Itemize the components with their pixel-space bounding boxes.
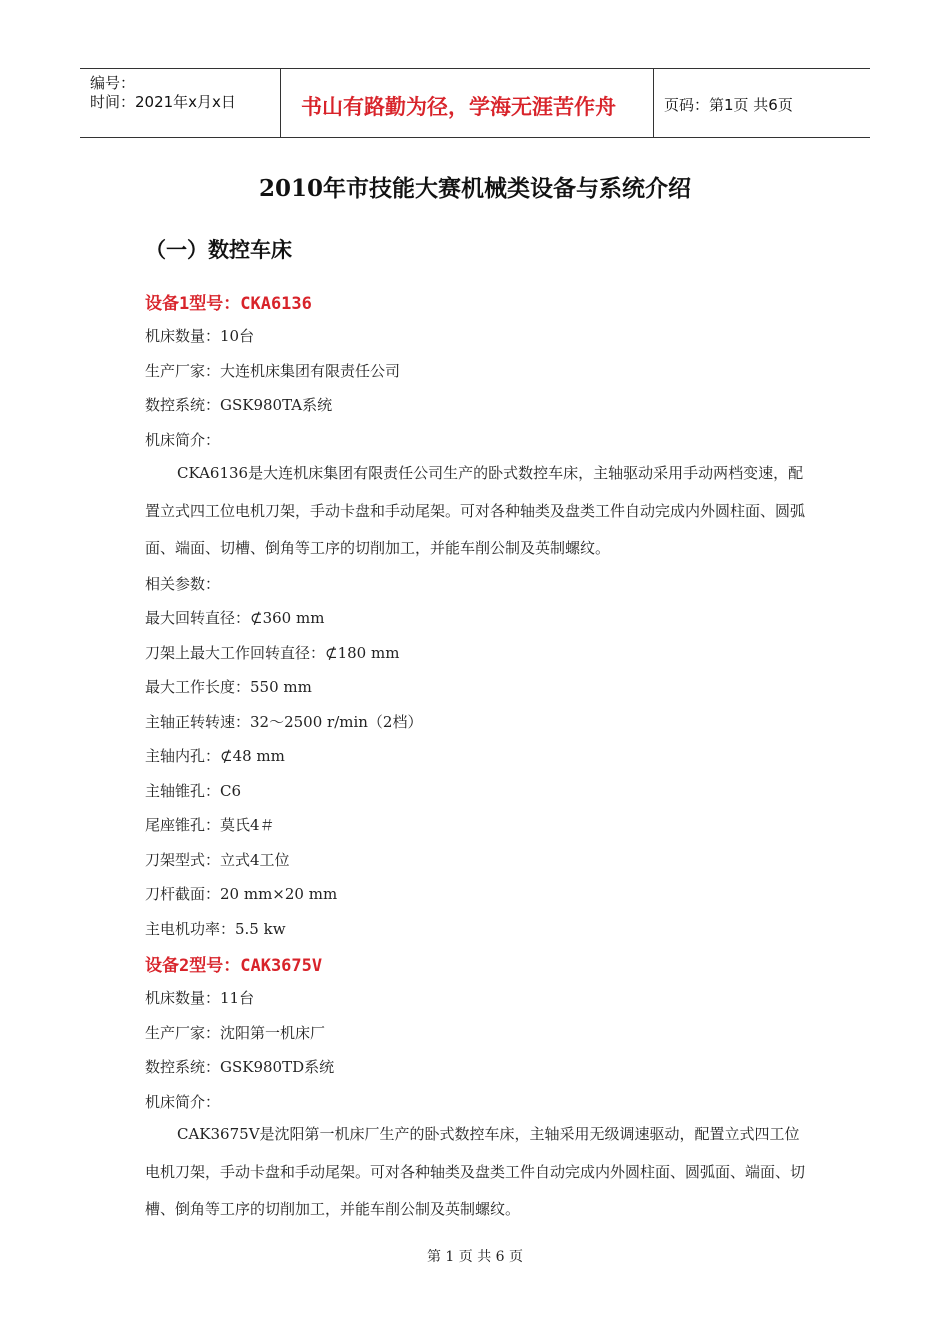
param-line: 主轴正转转速：32～2500 r/min（2档）: [145, 713, 423, 731]
header-info-cell: [80, 69, 281, 137]
device2-heading: 设备2型号：CAK3675V: [145, 956, 323, 976]
device2-intro-label: 机床简介：: [145, 1093, 221, 1111]
param-line: 主轴内孔：⊄48 mm: [145, 747, 285, 765]
time-label: 时间：2021年x月x日: [90, 93, 236, 111]
device1-intro-label: 机床简介：: [145, 431, 221, 449]
param-line: 刀架型式：立式4工位: [145, 851, 290, 869]
device1-maker: 生产厂家：大连机床集团有限责任公司: [145, 362, 401, 380]
device1-heading: 设备1型号：CKA6136: [145, 294, 312, 314]
document-title: 2010年市技能大赛机械类设备与系统介绍: [258, 175, 691, 202]
page-footer: 第 1 页 共 6 页: [426, 1249, 524, 1265]
param-line: 主轴锥孔：C6: [145, 782, 242, 800]
motto: 书山有路勤为径，学海无涯苦作舟: [301, 95, 616, 119]
param-line: 刀杆截面：20 mm×20 mm: [145, 885, 338, 903]
device2-intro: CAK3675V是沈阳第一机床厂生产的卧式数控车床，主轴采用无级调速驱动，配置立式四工位电机刀架，手动卡盘和手动尾架。可对各种轴类及盘类工件自动完成内外圆柱面、圆弧面、端面、切槽、倒角等工序的切削加工，并能车削公制及英制螺纹。: [145, 1125, 806, 1218]
page-header: [80, 68, 870, 138]
device1-count: 机床数量：10台: [145, 327, 255, 345]
device1-params-label: 相关参数：: [145, 575, 221, 593]
header-motto-cell: [281, 69, 654, 137]
param-line: 主电机功率：5.5 kw: [145, 920, 286, 938]
param-line: 最大工作长度：550 mm: [145, 678, 312, 696]
page-indicator: 页码：第1页 共6页: [664, 96, 793, 114]
param-line: 刀架上最大工作回转直径：⊄180 mm: [145, 644, 400, 662]
header-page-cell: [654, 69, 870, 137]
device2-system: 数控系统：GSK980TD系统: [145, 1058, 335, 1076]
param-line: 尾座锥孔：莫氏4＃: [145, 816, 275, 834]
serial-label: 编号：: [90, 74, 136, 92]
device1-intro: CKA6136是大连机床集团有限责任公司生产的卧式数控车床，主轴驱动采用手动两档变速，配置立式四工位电机刀架，手动卡盘和手动尾架。可对各种轴类及盘类工件自动完成内外圆柱面、圆弧面、端面、切槽、倒角等工序的切削加工，并能车削公制及英制螺纹。: [145, 464, 806, 557]
device1-system: 数控系统：GSK980TA系统: [145, 396, 333, 414]
param-line: 最大回转直径：⊄360 mm: [145, 609, 325, 627]
device2-count: 机床数量：11台: [145, 989, 255, 1007]
section-heading: （一）数控车床: [145, 237, 292, 262]
device2-maker: 生产厂家：沈阳第一机床厂: [145, 1024, 326, 1042]
